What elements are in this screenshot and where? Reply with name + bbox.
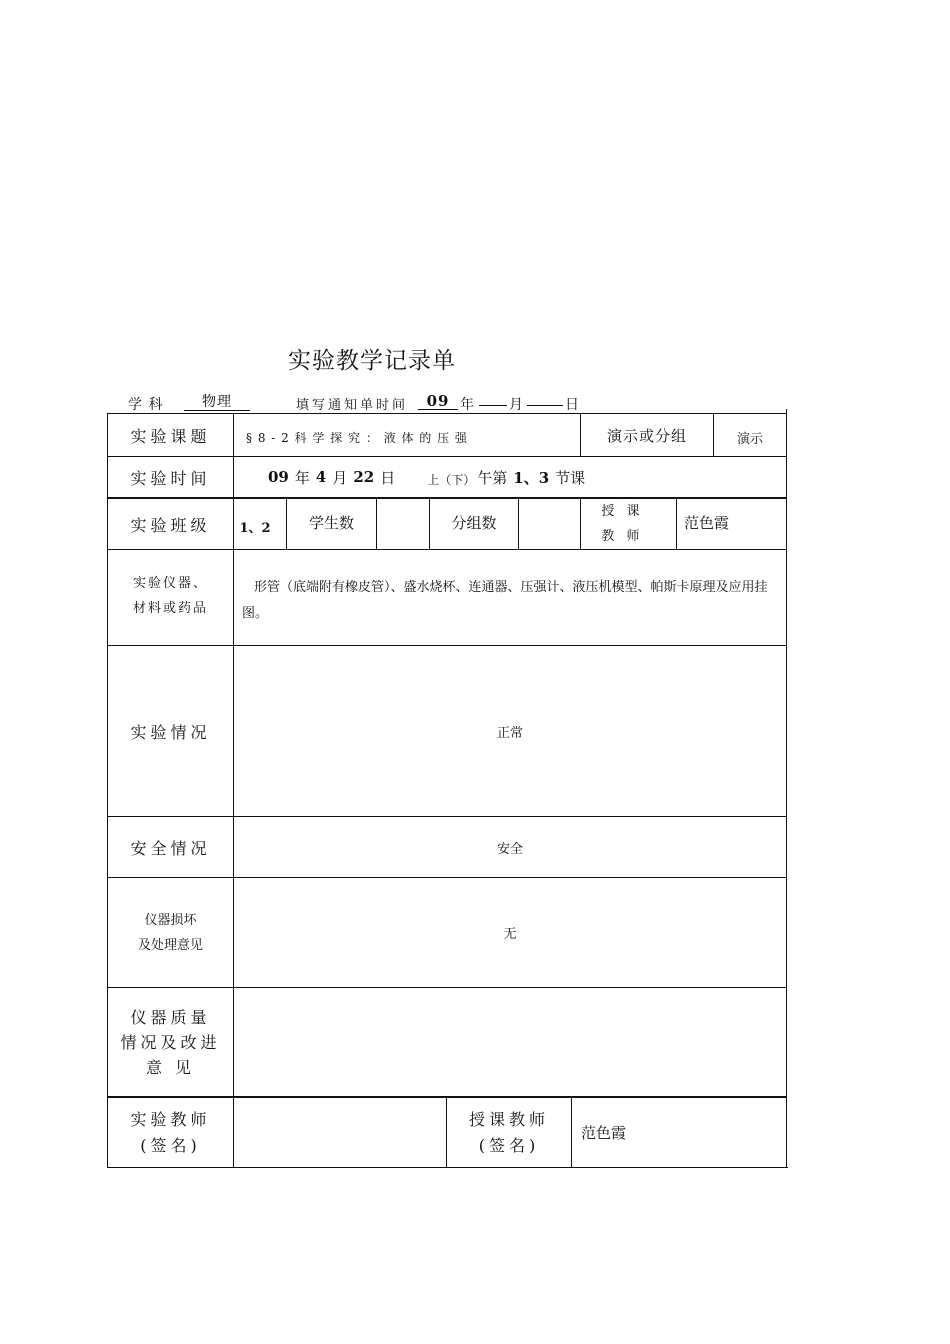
lab-teacher-label-line-2: (签名)	[140, 1135, 201, 1155]
lecturer-label	[447, 1098, 571, 1167]
class-value: 1、2	[239, 520, 271, 536]
time-half: 上（下）	[427, 472, 476, 487]
equipment-value: 形管（底端附有橡皮管）、盛水烧杯、连通器、压强计、液压机模型、帕斯卡原理及应用挂图。	[242, 580, 768, 621]
situation-label: 实验情况	[130, 722, 211, 742]
damage-label-line-1: 仪器损坏	[144, 912, 197, 928]
quality-label-line-3: 意 见	[145, 1057, 196, 1077]
time-year-unit: 年	[294, 468, 310, 487]
teacher-value: 范色霞	[684, 513, 730, 532]
col-divider	[571, 1097, 572, 1168]
lecturer-label-line-1: 授课教师	[468, 1109, 549, 1129]
lab-teacher-signature	[234, 1098, 446, 1167]
damage-label-line-2: 及处理意见	[137, 937, 203, 953]
col-divider	[676, 497, 677, 550]
time-value	[234, 457, 786, 497]
time-day: 22	[353, 468, 375, 486]
mode-value: 演示	[736, 431, 763, 447]
topic-value: § 8 - 2 科 学 探 究 ： 液 体 的 压 强	[246, 430, 468, 445]
time-periods: 1、3	[513, 468, 550, 487]
time-period-prefix: 午第	[477, 468, 508, 487]
subject-label: 学 科	[128, 397, 164, 413]
lab-teacher-label-line-1: 实验教师	[130, 1109, 211, 1129]
quality-label-line-1: 仪器质量	[130, 1007, 211, 1027]
teacher-label	[581, 499, 676, 549]
notice-day-value	[527, 405, 563, 406]
lecturer-signature: 范色霞	[581, 1124, 627, 1142]
notice-year-label: 年	[460, 397, 475, 413]
notice-month-label: 月	[509, 397, 524, 413]
groups-label: 分组数	[451, 513, 497, 532]
students-label: 学生数	[308, 513, 354, 532]
quality-value	[234, 988, 786, 1096]
students-value	[377, 499, 429, 549]
notice-day-label: 日	[565, 397, 580, 413]
equipment-label	[108, 550, 233, 645]
time-period-suffix: 节课	[555, 468, 586, 487]
lecturer-label-line-2: (签名)	[478, 1135, 540, 1155]
groups-value	[519, 499, 580, 549]
class-label: 实验班级	[130, 515, 211, 535]
time-year: 09	[268, 468, 289, 486]
lab-teacher-label	[108, 1098, 233, 1167]
time-day-unit: 日	[380, 468, 396, 487]
damage-value: 无	[503, 927, 517, 942]
teacher-label-line-1: 授 课	[601, 504, 644, 519]
notice-label: 填写通知单时间	[296, 398, 409, 413]
time-month: 4	[315, 468, 327, 486]
equipment-label-line-1: 实验仪器、	[132, 575, 208, 591]
quality-label-line-2: 情况及改进	[120, 1032, 221, 1052]
table-border-right	[786, 409, 787, 1168]
notice-year-value: 09	[418, 394, 458, 410]
teacher-label-line-2: 教 师	[601, 529, 644, 544]
quality-label	[108, 988, 233, 1096]
page-title: 实验教学记录单	[288, 348, 456, 374]
equipment-label-line-2: 材料或药品	[132, 600, 208, 616]
topic-label: 实验课题	[130, 426, 211, 446]
subject-value: 物理	[184, 395, 250, 411]
table-border-bottom	[107, 1167, 788, 1168]
notice-month-value	[479, 405, 507, 406]
situation-value: 正常	[496, 725, 523, 741]
safety-label: 安全情况	[130, 838, 211, 858]
time-month-unit: 月	[332, 468, 348, 487]
damage-label	[108, 878, 233, 987]
time-label: 实验时间	[130, 468, 211, 488]
safety-value: 安全	[496, 841, 523, 857]
mode-label: 演示或分组	[606, 426, 687, 445]
